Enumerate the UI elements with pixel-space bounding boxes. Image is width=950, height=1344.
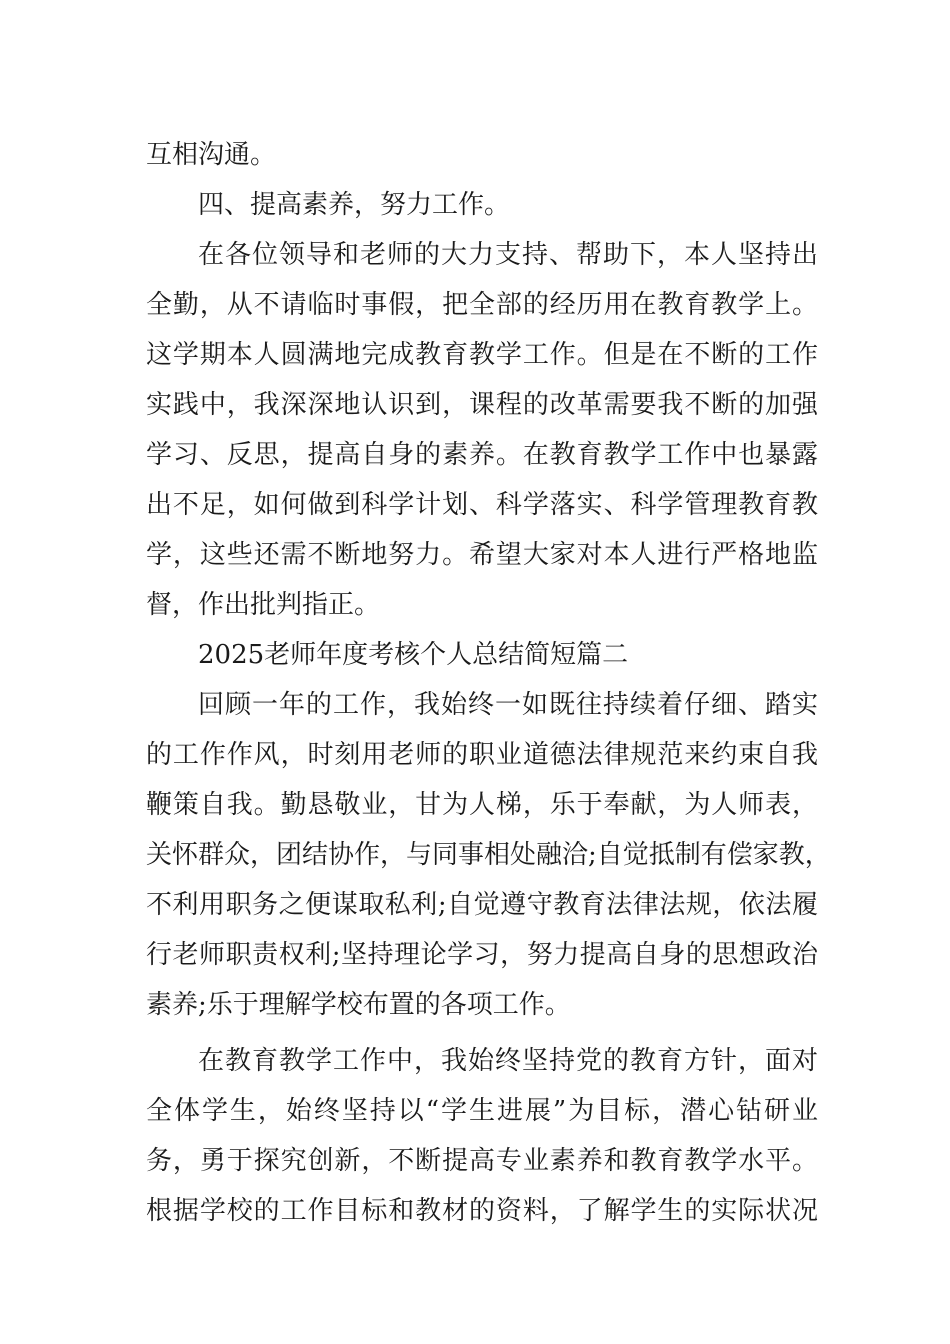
- text-line: 不利用职务之便谋取私利;自觉遵守教育法律法规，依法履: [146, 890, 818, 920]
- text-line: 行老师职责权利;坚持理论学习，努力提高自身的思想政治: [146, 940, 818, 970]
- text-line: 回顾一年的工作，我始终一如既往持续着仔细、踏实: [198, 690, 818, 720]
- text-line: 在各位领导和老师的大力支持、帮助下，本人坚持出: [198, 240, 818, 270]
- paragraph-1: [146, 130, 818, 180]
- section-heading-4: [146, 180, 818, 230]
- paragraph-4: [146, 1036, 818, 1236]
- text-line: 关怀群众，团结协作，与同事相处融洽;自觉抵制有偿家教，: [146, 840, 831, 870]
- text-line: 全勤，从不请临时事假，把全部的经历用在教育教学上。: [146, 290, 818, 320]
- text-line: 四、提高素养，努力工作。: [198, 190, 511, 220]
- text-line: 学习、反思，提高自身的素养。在教育教学工作中也暴露: [146, 440, 818, 470]
- paragraph-3: [146, 680, 831, 1030]
- text-line: 全体学生，始终坚持以“学生进展”为目标，潜心钻研业: [146, 1096, 818, 1126]
- text-line: 这学期本人圆满地完成教育教学工作。但是在不断的工作: [146, 340, 818, 370]
- document-body: [146, 130, 831, 1236]
- text-line: 鞭策自我。勤恳敬业，甘为人梯，乐于奉献，为人师表，: [146, 790, 818, 820]
- article-title: [146, 630, 818, 680]
- text-line: 在教育教学工作中，我始终坚持党的教育方针，面对: [198, 1046, 818, 1076]
- text-line: 实践中，我深深地认识到，课程的改革需要我不断的加强: [146, 390, 818, 420]
- text-line: 素养;乐于理解学校布置的各项工作。: [146, 990, 571, 1020]
- text-line: 互相沟通。: [146, 140, 277, 170]
- text-line: 督，作出批判指正。: [146, 590, 381, 620]
- text-line: 学，这些还需不断地努力。希望大家对本人进行严格地监: [146, 540, 818, 570]
- text-line: 的工作作风，时刻用老师的职业道德法律规范来约束自我: [146, 740, 818, 770]
- text-line: 务，勇于探究创新，不断提高专业素养和教育教学水平。: [146, 1146, 818, 1176]
- text-line: 出不足，如何做到科学计划、科学落实、科学管理教育教: [146, 490, 818, 520]
- text-line: 2025老师年度考核个人总结简短篇二: [198, 640, 629, 670]
- paragraph-2: [146, 230, 818, 630]
- text-line: 根据学校的工作目标和教材的资料，了解学生的实际状况: [146, 1196, 818, 1226]
